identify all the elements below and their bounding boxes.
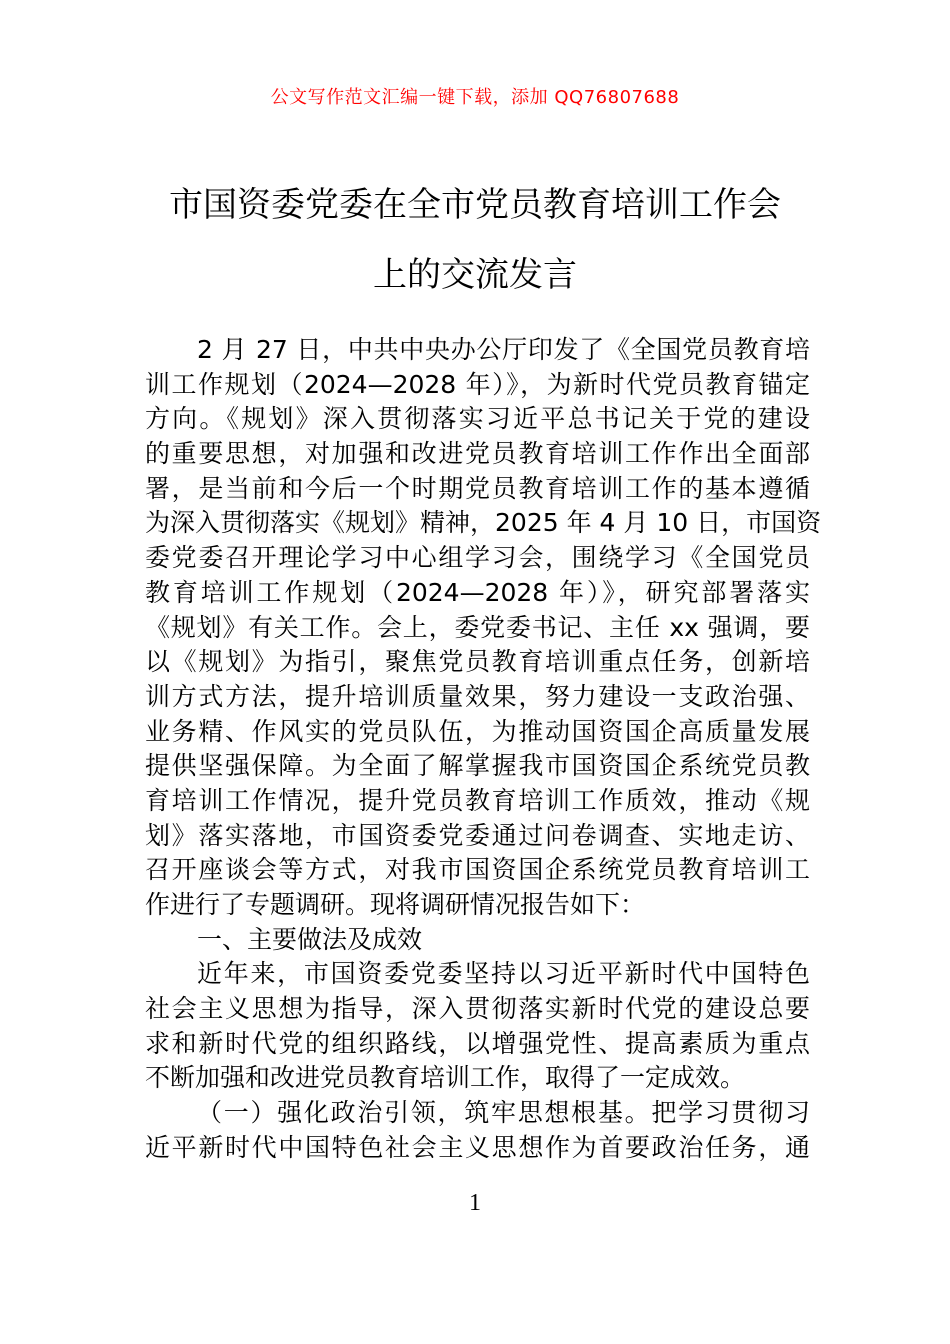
- body-line: 训工作规划（2024—2028 年）》，为新时代党员教育锚定: [145, 369, 810, 399]
- body-line: 近年来，市国资委党委坚持以习近平新时代中国特色: [197, 959, 810, 989]
- subsection-heading: （一）强化政治引领，筑牢思想根基。把学习贯彻习: [197, 1098, 810, 1128]
- body-line: 划》落实落地，市国资委党委通过问卷调查、实地走访、: [145, 820, 810, 850]
- body-line: 求和新时代党的组织路线，以增强党性、提高素质为重点: [145, 1028, 810, 1058]
- body-line: 不断加强和改进党员教育培训工作，取得了一定成效。: [145, 1063, 746, 1093]
- document-title: [140, 170, 810, 310]
- body-line: 育培训工作情况，提升党员教育培训工作质效，推动《规: [145, 785, 810, 815]
- title-line-2: 上的交流发言: [373, 255, 577, 295]
- section-heading: 一、主要做法及成效: [197, 924, 423, 954]
- document-body: [145, 333, 822, 1166]
- body-line: 近平新时代中国特色社会主义思想作为首要政治任务，通: [145, 1132, 810, 1162]
- body-line: 提供坚强保障。为全面了解掌握我市国资国企系统党员教: [145, 751, 810, 781]
- body-line: 《规划》有关工作。会上，委党委书记、主任 xx 强调，要: [145, 612, 810, 642]
- body-line: 社会主义思想为指导，深入贯彻落实新时代党的建设总要: [145, 994, 810, 1024]
- body-line: 2 月 27 日，中共中央办公厅印发了《全国党员教育培: [197, 335, 810, 364]
- page-number: 1: [469, 1190, 481, 1216]
- body-line: 方向。《规划》深入贯彻落实习近平总书记关于党的建设: [145, 404, 810, 434]
- body-line: 业务精、作风实的党员队伍，为推动国资国企高质量发展: [145, 716, 810, 746]
- body-line: 署，是当前和今后一个时期党员教育培训工作的基本遵循: [145, 473, 810, 503]
- body-line: 以《规划》为指引，聚焦党员教育培训重点任务，创新培: [145, 647, 810, 677]
- body-line: 教育培训工作规划（2024—2028 年）》，研究部署落实: [145, 577, 810, 607]
- body-line: 作进行了专题调研。现将调研情况报告如下：: [145, 890, 646, 919]
- body-line: 训方式方法，提升培训质量效果，努力建设一支政治强、: [145, 681, 810, 711]
- download-notice: 公文写作范文汇编一键下载，添加 QQ76807688: [270, 87, 680, 108]
- title-line-1: 市国资委党委在全市党员教育培训工作会: [169, 185, 781, 225]
- body-line: 的重要思想，对加强和改进党员教育培训工作作出全面部: [145, 439, 810, 469]
- body-line: 为深入贯彻落实《规划》精神，2025 年 4 月 10 日，市国资: [145, 508, 822, 538]
- body-line: 召开座谈会等方式，对我市国资国企系统党员教育培训工: [145, 855, 810, 885]
- body-line: 委党委召开理论学习中心组学习会，围绕学习《全国党员: [145, 543, 810, 573]
